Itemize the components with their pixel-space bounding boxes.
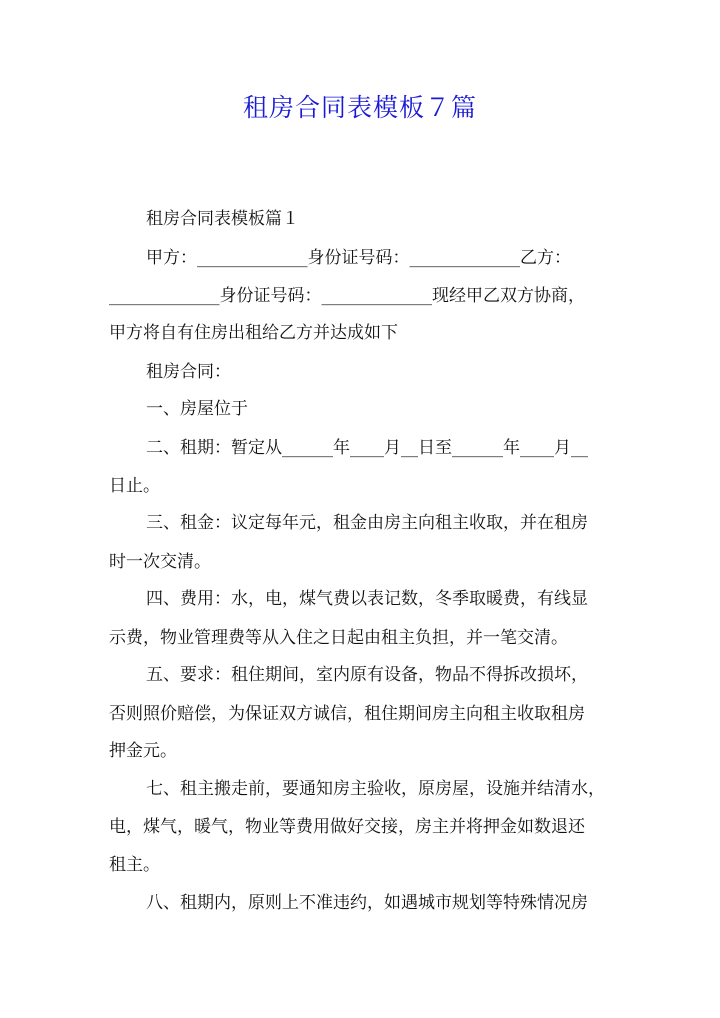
- contract-heading: 租房合同：: [146, 362, 231, 382]
- clause-4-line-2: 示费，物业管理费等从入住之日起由租主负担，并一笔交清。: [109, 628, 568, 648]
- clause-7-line-2: 电，煤气，暖气，物业等费用做好交接，房主并将押金如数退还: [109, 817, 585, 837]
- party-line-3: 甲方将自有住房出租给乙方并达成如下: [109, 323, 398, 343]
- document-title: 租房合同表模板７篇: [242, 93, 477, 122]
- clause-8-line-1: 八、租期内，原则上不准违约，如遇城市规划等特殊情况房: [146, 893, 588, 913]
- clause-2-line-2: 日止。: [109, 476, 160, 496]
- clause-3-line-2: 时一次交清。: [109, 552, 211, 572]
- clause-5-line-3: 押金元。: [109, 741, 177, 761]
- clause-4-line-1: 四、费用：水，电，煤气费以表记数，冬季取暖费，有线显: [146, 589, 588, 609]
- clause-1-line-1: 一、房屋位于: [146, 399, 248, 419]
- subtitle-line: 租房合同表模板篇１: [146, 209, 299, 229]
- clause-5-line-1: 五、要求：租住期间，室内原有设备，物品不得拆改损坏，: [146, 665, 588, 685]
- clause-7-line-3: 租主。: [109, 855, 160, 875]
- clause-5-line-2: 否则照价赔偿，为保证双方诚信，租住期间房主向租主收取租房: [109, 704, 585, 724]
- clause-7-line-1: 七、租主搬走前，要通知房主验收，原房屋，设施并结清水，: [146, 779, 605, 799]
- party-line-2: _____________身份证号码：_____________现经甲乙双方协商，: [109, 286, 585, 306]
- party-line-1: 甲方：_____________身份证号码：_____________乙方：: [146, 248, 571, 268]
- clause-3-line-1: 三、租金：议定每年元，租金由房主向租主收取，并在租房: [146, 513, 588, 533]
- clause-2-line-1: 二、租期：暂定从______年____月__日至______年____月__: [146, 438, 588, 458]
